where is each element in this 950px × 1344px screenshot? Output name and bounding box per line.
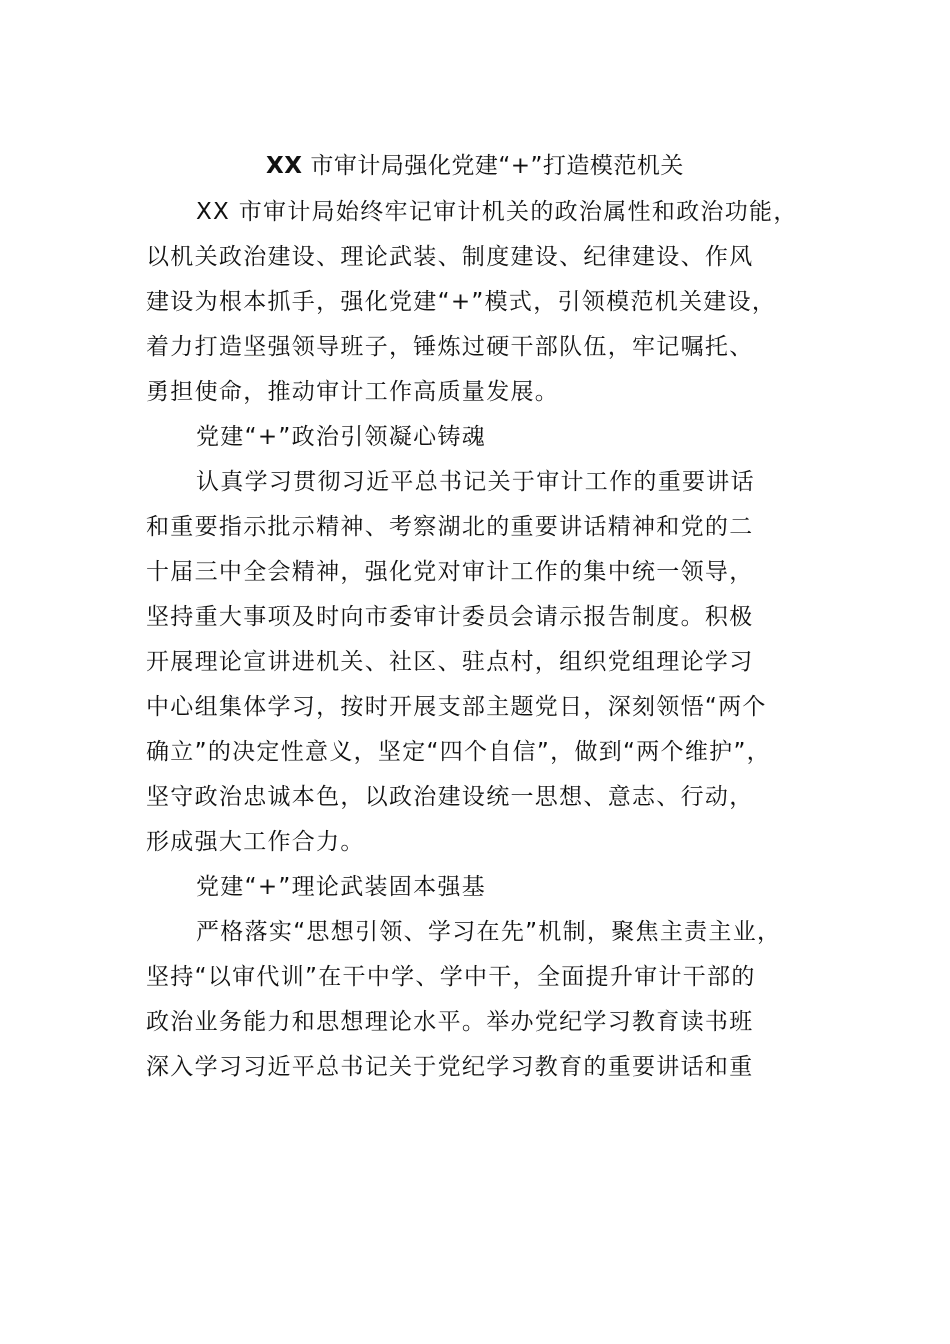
body-line: 和重要指示批示精神、考察湖北的重要讲话精神和党的二 [146,514,754,540]
title-prefix: XX [266,153,303,179]
section-heading: 党建“+”政治引领凝心铸魂 [196,424,487,450]
body-line: XX 市审计局始终牢记审计机关的政治属性和政治功能， [196,199,798,225]
body-line: 政治业务能力和思想理论水平。举办党纪学习教育读书班 [146,1009,754,1035]
body-line: 坚持重大事项及时向市委审计委员会请示报告制度。积极 [146,604,754,630]
body-line: 确立”的决定性意义，坚定“四个自信”，做到“两个维护”， [146,739,771,765]
document-title [0,148,950,184]
body-line: 建设为根本抓手，强化党建“+”模式，引领模范机关建设， [146,289,777,315]
body-line: 深入学习习近平总书记关于党纪学习教育的重要讲话和重 [146,1054,754,1080]
title-text: 市审计局强化党建“+”打造模范机关 [302,153,684,179]
body-line: 着力打造坚强领导班子，锤炼过硬干部队伍，牢记嘱托、 [146,334,754,360]
body-line: 十届三中全会精神，强化党对审计工作的集中统一领导， [146,559,754,585]
body-line: 以机关政治建设、理论武装、制度建设、纪律建设、作风 [146,244,754,270]
body-line: 勇担使命，推动审计工作高质量发展。 [146,379,560,405]
body-line: 严格落实“思想引领、学习在先”机制，聚焦主责主业， [196,919,782,945]
body-line: 中心组集体学习，按时开展支部主题党日，深刻领悟“两个 [146,694,767,720]
section-heading: 党建“+”理论武装固本强基 [196,874,487,900]
body-line: 形成强大工作合力。 [146,829,365,855]
body-line: 坚持“以审代训”在干中学、学中干，全面提升审计干部的 [146,964,756,990]
body-line: 开展理论宣讲进机关、社区、驻点村，组织党组理论学习 [146,649,754,675]
body-line: 坚守政治忠诚本色，以政治建设统一思想、意志、行动， [146,784,754,810]
body-line: 认真学习贯彻习近平总书记关于审计工作的重要讲话 [196,469,755,495]
